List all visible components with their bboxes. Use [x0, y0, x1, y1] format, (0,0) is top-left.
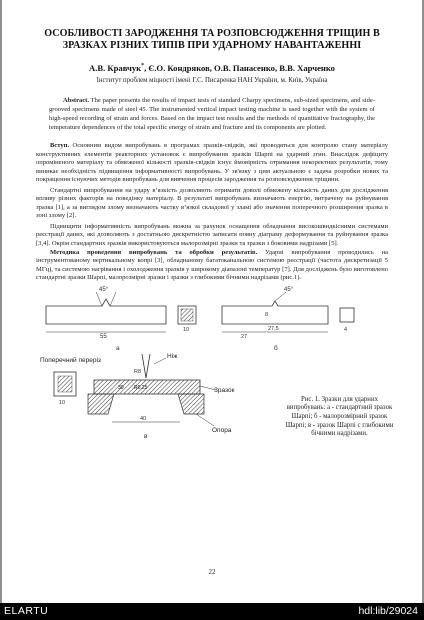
method-label: Методика проведення випробувань та обробки результатів. — [50, 248, 258, 256]
charpy-bar-outline — [46, 299, 166, 324]
angle-label-b: 45° — [284, 286, 294, 293]
grooved-section-hatch — [58, 376, 72, 392]
first-author: А.В. Кравчук — [89, 63, 142, 73]
support-left — [88, 394, 114, 414]
subsize-section-label: 4 — [344, 326, 348, 333]
drawing-b — [222, 287, 354, 352]
intro-label: Вступ. — [50, 142, 70, 149]
label-a: а — [116, 344, 120, 352]
abstract-label: Abstract. — [63, 97, 89, 104]
figure-caption: Рис. 1. Зразки для ударних випробувань: а - стандартний зразок Шарпі; б - малорозмірний зразок Шарпі; в - зразок Шарпі с глибокими бічними надрізами. — [285, 395, 394, 438]
repository-footer — [0, 603, 424, 620]
other-authors: , Є.О. Кондряков, О.В. Панасенко, В.В. Харченко — [144, 63, 335, 73]
knife-label: Ніж — [167, 352, 178, 360]
support-right — [178, 394, 204, 414]
paper-title: ОСОБЛИВОСТІ ЗАРОДЖЕННЯ ТА РОЗПОВСЮДЖЕННЯ ТРІЩИН В ЗРАЗКАХ РІЗНИХ ТИПІВ ПРИ УДАРНОМУ НАВАНТАЖЕННІ — [44, 28, 380, 51]
label-v: в — [144, 432, 148, 440]
paragraph-3: Підвищити інформативність випробувань можна за рахунок оснащення обладнання високошвидкісними системами реєстрації даних, які дозволяють з достатньою дискретністю записати повну діаграму деформування та руйнування зразка [3,4]. Окрім стандартних зразків використовуються малорозмірні зразки та зразки з боковими надрізами [5]. — [36, 222, 388, 248]
label-b: б — [274, 344, 278, 352]
notch-angle-line-left — [96, 292, 102, 306]
corresponding-mark: * — [141, 63, 145, 70]
page-number: 22 — [208, 568, 216, 576]
drawing-v — [40, 352, 235, 440]
cross-section-label: Поперечний переріз — [40, 356, 101, 364]
radius-r025-label: R0,25 — [134, 384, 148, 391]
notch-angle-line-right — [110, 292, 116, 306]
abstract — [36, 96, 388, 132]
span-label: 40 — [140, 415, 147, 422]
body-text — [36, 142, 388, 283]
subsize-length-label: 27 — [241, 333, 248, 340]
method-paragraph — [36, 249, 388, 283]
method-text: Ударні випробування проводились на інструментованому вертикальному копрі [3], обладнаному багатоканальною системою реєстрації (частота дискретизації 5 МГц), та системою нагрівання і охолодження зразків у широкому діапазоні температур [7]. Для досліджень було виготовлено стандартні зразки Шарпі, малорозмірні зразки і зразки з глибокими бічними надрізами (рис.1). — [36, 248, 388, 282]
notch-depth-label: 8 — [265, 311, 269, 318]
section-hatch-a — [181, 309, 193, 321]
section-square-b — [340, 308, 354, 322]
authors-line — [36, 63, 388, 73]
intro-paragraph — [36, 142, 388, 185]
support-label: Опора — [212, 426, 232, 434]
paragraph-2: Стандартні випробування на удару в’язкість дозволяють отримати доволі обмежену кількість даних для дослідження впливу різних факторів на поведінку матеріалу. В результаті випробувань визначають енергію, витрачену на руйнування зразка [1], а за виглядом злому визначають частку в’язкої складової у зламі або значення поперечного розширення зразка в зоні злому [2]. — [36, 186, 388, 220]
repository-name: ELARTU — [4, 605, 49, 617]
support-leader — [196, 414, 214, 426]
document-page — [2, 0, 422, 603]
subsize-half-length-label: 27,5 — [268, 325, 279, 332]
specimen-label: Зразок — [214, 386, 235, 394]
figure-1 — [36, 286, 394, 506]
angle-label-a: 45° — [99, 286, 109, 293]
intro-text: Основним видом випробувань в програмах зразків-свідків, які проводяться для контролю стану матеріалу конструктивних елементів реакторних установок є випробування зразків Шарпі на ударний згин. Внаслідок дефіциту опроміненого матеріалу та обмеженої кількості зразків-свідків існує ймовірність отримання некоректних результатів, тому виникає необхідність підвищення інформативності випробувань. У зв'язку з цим актуальною є задача розробки нових та покращення існуючих методів випробувань для вивчення процесів зародження та розповсюдження тріщини. — [36, 142, 388, 184]
knife-leader — [154, 358, 166, 364]
gap-30-label: 30 — [118, 384, 124, 391]
affiliation: Інститут проблем міцності імені Г.С. Писаренка НАН України, м. Київ, Україна — [96, 77, 328, 84]
grooved-section-width-label: 10 — [59, 399, 66, 406]
handle-link[interactable]: hdl:lib/29024 — [358, 605, 418, 617]
drawing-a — [46, 287, 196, 352]
notch-leader-b — [275, 292, 286, 301]
radius-r8-label: R8 — [134, 368, 142, 375]
length-label: 55 — [100, 333, 107, 340]
abstract-text: The paper presents the results of impact tests of standard Charpy specimens, sub-sized specimens, and side-grooved specimens made of steel 45. The instrumented vertical impact testing machine is used together with the system of high-speed recording of strain and forces. Based on the impact test results and the methods of quantitative fractography, the temperature dependences of the total specific energy of strain and fracture and its components are plotted. — [49, 97, 375, 131]
striker-knife — [142, 354, 150, 378]
section-width-label: 10 — [183, 326, 190, 333]
subsize-bar-outline — [222, 301, 328, 324]
